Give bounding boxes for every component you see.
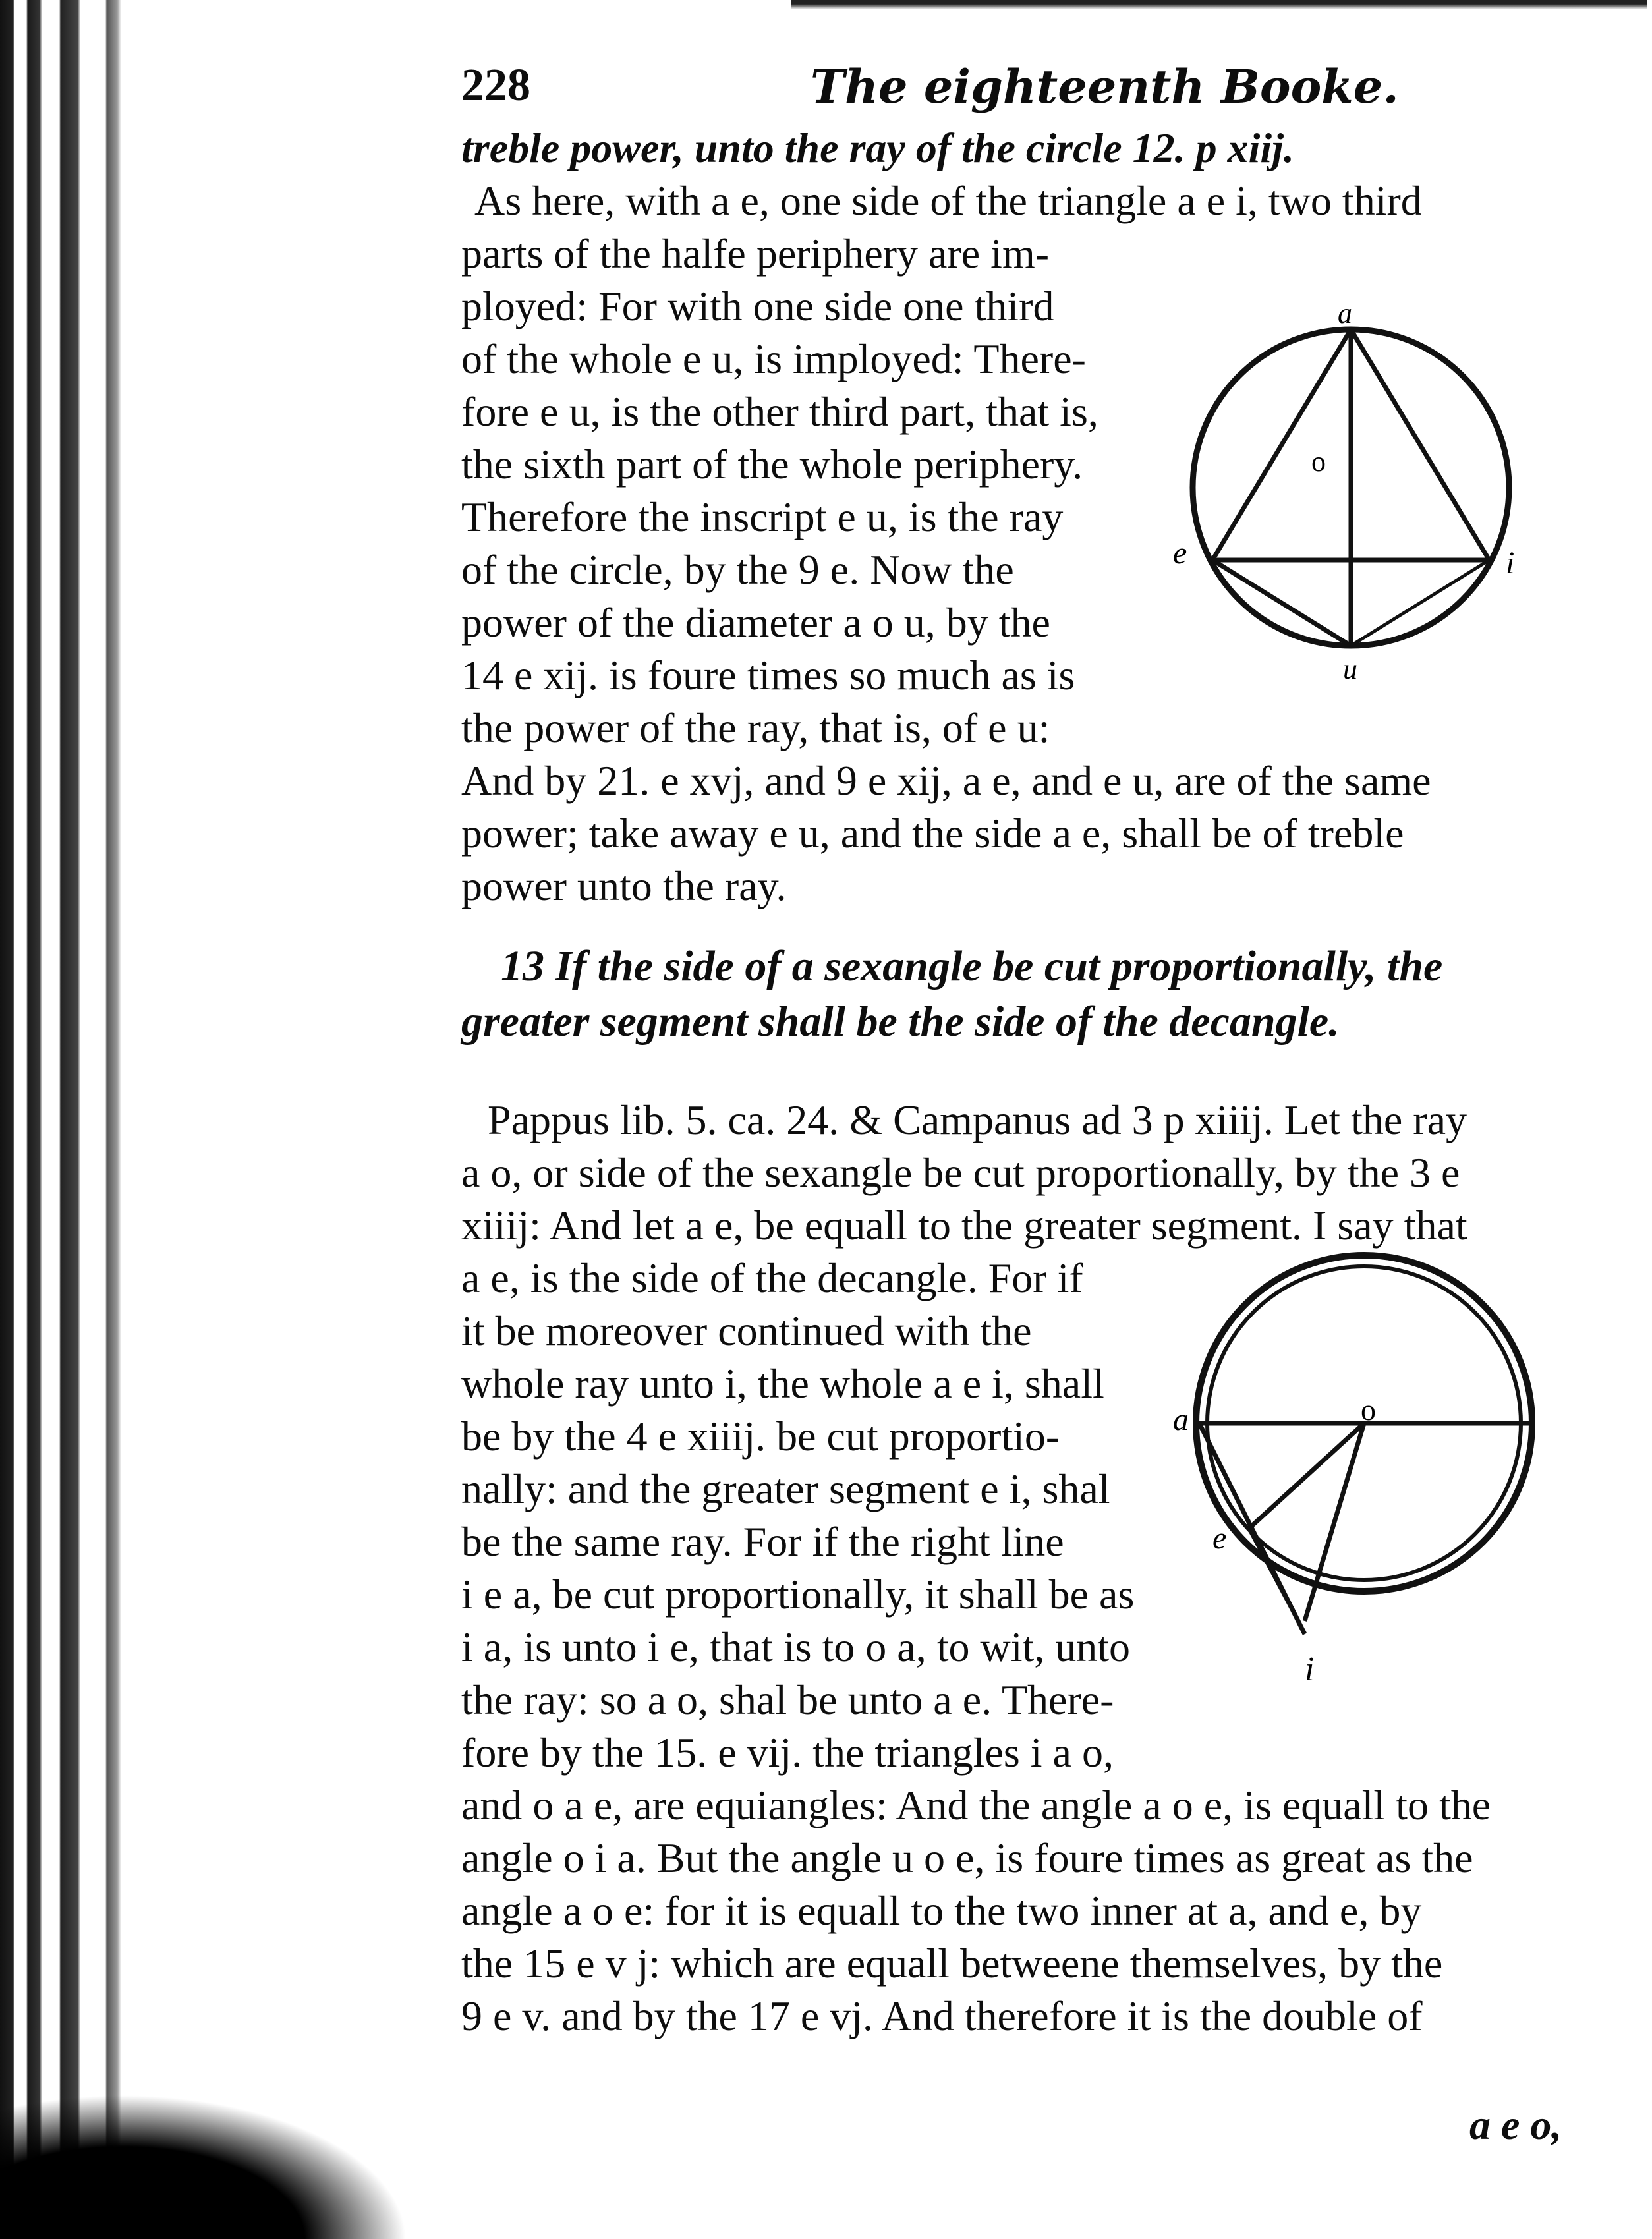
paragraph-2-line-17: the 15 e v j: which are equall betweene themselves, by the: [461, 1940, 1443, 1987]
paragraph-2-line-2: a o, or side of the sexangle be cut proportionally, by the 3 e: [461, 1149, 1460, 1196]
paragraph-2-line-3: xiiij: And let a e, be equall to the greater segment. I say that: [461, 1202, 1467, 1249]
paragraph-1-line-11: 14 e xij. is foure times so much as is: [461, 652, 1075, 698]
paragraph-2-line-4: a e, is the side of the decangle. For if: [461, 1255, 1083, 1301]
paragraph-2-line-18: 9 e v. and by the 17 e vj. And therefore it is the double of: [461, 1993, 1423, 2039]
figure-2-line-ei: [1249, 1529, 1305, 1634]
paragraph-2-line-8: nally: and the greater segment e i, shal: [461, 1465, 1110, 1512]
paragraph-2-line-13: fore by the 15. e vij. the triangles i a o,: [461, 1729, 1114, 1776]
paragraph-2-line-5: it be moreover continued with the: [461, 1307, 1032, 1354]
proposition-13-line-1: 13 If the side of a sexangle be cut proportionally, the: [501, 942, 1443, 990]
paragraph-2-line-1: Pappus lib. 5. ca. 24. & Campanus ad 3 p xiiij. Let the ray: [488, 1096, 1467, 1143]
paragraph-1-line-5: of the whole e u, is imployed: There-: [461, 335, 1086, 382]
paragraph-1-line-7: the sixth part of the whole periphery.: [461, 441, 1083, 488]
figure-1-label-o: o: [1311, 445, 1326, 478]
paragraph-1-line-6: fore e u, is the other third part, that is,: [461, 388, 1098, 435]
proposition-13: [461, 939, 1443, 1050]
running-title: The eighteenth Booke.: [811, 59, 1399, 114]
paragraph-2-line-14: and o a e, are equiangles: And the angle a o e, is equall to the: [461, 1782, 1491, 1828]
paragraph-2-line-16: angle a o e: for it is equall to the two inner at a, and e, by: [461, 1887, 1422, 1934]
proposition-13-line-2: greater segment shall be the side of the decangle.: [461, 998, 1340, 1046]
paragraph-2-line-9: be the same ray. For if the right line: [461, 1518, 1064, 1565]
paragraph-1-line-4: ployed: For with one side one third: [461, 283, 1054, 329]
corner-ink-blot: [0, 2094, 409, 2239]
figure-1-label-e: e: [1173, 536, 1187, 571]
paragraph-1-line-9: of the circle, by the 9 e. Now the: [461, 546, 1014, 593]
paragraph-1-line-8: Therefore the inscript e u, is the ray: [461, 494, 1064, 540]
catchword: a e o,: [1469, 2101, 1562, 2148]
running-header: [461, 46, 1555, 119]
paragraph-1-line-15: power unto the ray.: [461, 863, 787, 909]
paragraph-2-line-15: angle o i a. But the angle u o e, is foure times as great as the: [461, 1834, 1473, 1881]
figure-2-label-o: o: [1361, 1393, 1376, 1427]
paragraph-2-line-6: whole ray unto i, the whole a e i, shall: [461, 1360, 1104, 1407]
binding-shadow: [0, 0, 132, 2239]
figure-decangle: [1173, 1232, 1542, 1707]
paragraph-1-line-3: parts of the halfe periphery are im-: [461, 230, 1050, 277]
figure-2-label-a: a: [1173, 1402, 1189, 1437]
page-top-edge: [791, 0, 1647, 26]
paragraph-1-line-12: the power of the ray, that is, of e u:: [461, 704, 1050, 751]
figure-2-label-e: e: [1212, 1521, 1227, 1556]
paragraph-1-line-2: As here, with a e, one side of the triangle a e i, two third: [474, 177, 1422, 224]
figure-inscribed-triangle: [1173, 297, 1542, 692]
page: [461, 46, 1562, 2148]
figure-1-label-i: i: [1506, 546, 1515, 581]
paragraph-1-line-10: power of the diameter a o u, by the: [461, 599, 1050, 646]
paragraph-2-line-12: the ray: so a o, shal be unto a e. There-: [461, 1676, 1114, 1723]
paragraph-1-line-14: power; take away e u, and the side a e, shall be of treble: [461, 810, 1404, 857]
paragraph-2-line-7: be by the 4 e xiiij. be cut proportio-: [461, 1413, 1060, 1460]
paragraph-1-line-1: treble power, unto the ray of the circle 12. p xiij.: [461, 125, 1294, 171]
paragraph-2-line-11: i a, is unto i e, that is to o a, to wit, unto: [461, 1624, 1131, 1670]
figure-1-label-u: u: [1343, 653, 1357, 685]
paragraph-1-line-13: And by 21. e xvj, and 9 e xij, a e, and e u, are of the same: [461, 757, 1431, 804]
figure-1-side-ai: [1351, 329, 1489, 560]
figure-1-side-ae: [1212, 329, 1351, 560]
page-number: 228: [461, 60, 530, 111]
figure-2-label-i: i: [1305, 1651, 1315, 1688]
paragraph-2-line-10: i e a, be cut proportionally, it shall be as: [461, 1571, 1135, 1618]
figure-1-label-a: a: [1338, 297, 1352, 329]
